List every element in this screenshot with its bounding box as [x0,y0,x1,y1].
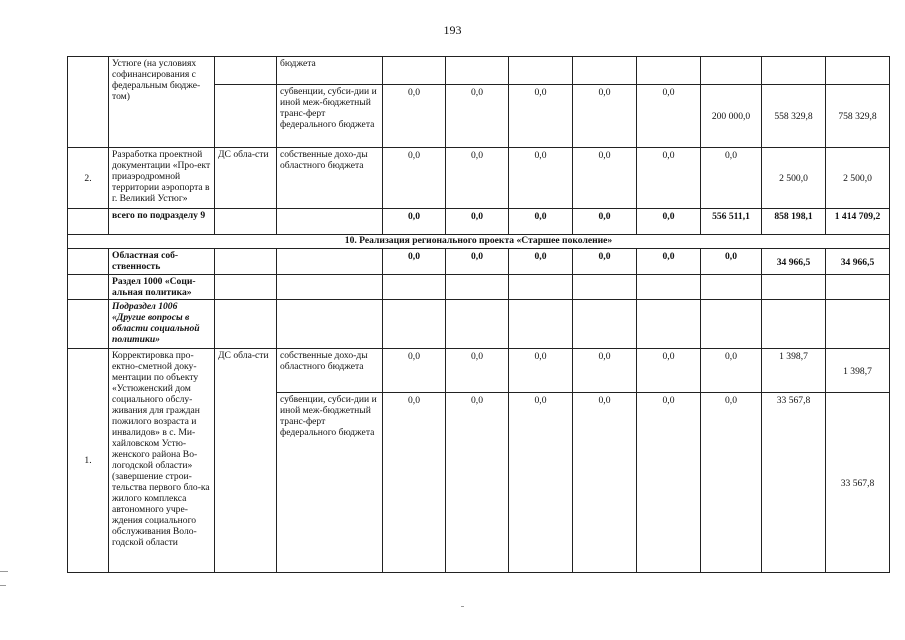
executor-cell: ДС обла-сти [215,349,277,573]
value-cell: 34 966,5 [762,249,826,275]
value-cell: 34 966,5 [826,249,890,275]
value-cell: 0,0 [383,393,446,573]
row-name: Устюге (на условиях софинансирования с федеральным бюдже-том) [109,57,215,148]
source-cell: субвенции, субси-дии и иной меж-бюджетный транс-ферт федерального бюджета [277,393,383,573]
value-cell: 0,0 [383,209,446,235]
value-cell: 0,0 [446,85,509,148]
value-cell: 1 398,7 [826,349,890,393]
value-cell: 2 500,0 [826,148,890,209]
table-row [68,209,890,235]
value-cell: 0,0 [701,349,762,393]
value-cell: 0,0 [701,249,762,275]
value-cell: 0,0 [637,209,701,235]
value-cell: 0,0 [446,148,509,209]
value-cell: 33 567,8 [826,393,890,573]
row-name: Подраздел 1006 «Другие вопросы в области социальной политики» [109,300,215,349]
scan-mark [0,571,8,572]
value-cell: 0,0 [509,85,573,148]
value-cell: 0,0 [701,148,762,209]
value-cell: 0,0 [383,349,446,393]
value-cell: 0,0 [509,148,573,209]
row-name: Раздел 1000 «Соци-альная политика» [109,275,215,300]
page-number: 193 [443,23,462,37]
value-cell: 558 329,8 [762,85,826,148]
value-cell: 0,0 [383,148,446,209]
value-cell: 1 398,7 [762,349,826,393]
value-cell: 0,0 [446,349,509,393]
executor-cell: ДС обла-сти [215,148,277,209]
value-cell: 556 511,1 [701,209,762,235]
table-row [68,148,890,209]
value-cell: 0,0 [637,148,701,209]
row-name: всего по подразделу 9 [109,209,215,235]
value-cell: 0,0 [637,249,701,275]
value-cell: 758 329,8 [826,85,890,148]
value-cell: 0,0 [701,393,762,573]
row-name: Областная соб-ственность [109,249,215,275]
value-cell: 0,0 [573,393,637,573]
row-number: 1. [68,349,109,573]
value-cell: 200 000,0 [701,85,762,148]
value-cell: 0,0 [383,249,446,275]
table-row [68,275,890,300]
value-cell: 0,0 [573,209,637,235]
budget-table [67,56,890,573]
value-cell: 0,0 [637,85,701,148]
value-cell: 0,0 [573,249,637,275]
value-cell: 0,0 [573,85,637,148]
value-cell: 0,0 [573,148,637,209]
value-cell: 1 414 709,2 [826,209,890,235]
source-cell: собственные дохо-ды областного бюджета [277,148,383,209]
value-cell: 0,0 [446,249,509,275]
table-row [68,349,890,393]
row-name: Разработка проектной документации «Про-ект приаэродромной территории аэропорта в г. Великий Устюг» [109,148,215,209]
source-cell: бюджета [277,57,383,85]
value-cell: 0,0 [509,209,573,235]
value-cell: 0,0 [637,393,701,573]
table-row [68,57,890,85]
section-row [68,235,890,249]
value-cell: 0,0 [637,349,701,393]
scan-mark [0,585,6,586]
scan-mark [461,606,464,607]
source-cell: собственные дохо-ды областного бюджета [277,349,383,393]
table-row [68,249,890,275]
value-cell: 0,0 [446,393,509,573]
value-cell: 858 198,1 [762,209,826,235]
value-cell: 33 567,8 [762,393,826,573]
table-row [68,300,890,349]
value-cell: 0,0 [509,349,573,393]
value-cell: 0,0 [383,85,446,148]
source-cell: субвенции, субси-дии и иной меж-бюджетный транс-ферт федерального бюджета [277,85,383,148]
row-number: 2. [68,148,109,209]
value-cell: 0,0 [509,393,573,573]
value-cell: 2 500,0 [762,148,826,209]
value-cell: 0,0 [446,209,509,235]
section-title: 10. Реализация регионального проекта «Старшее поколение» [68,235,890,249]
value-cell: 0,0 [573,349,637,393]
value-cell: 0,0 [509,249,573,275]
row-name: Корректировка про-ектно-сметной доку-ментации по объекту «Устюженский дом социального обслу-живания для граждан пожилого возраста и инвалидов» в с. Ми-хайловском Устю-женского района Во-логодской области» (завершение строи-тельства первого бло-ка жилого комплекса автономного учре-ждения социального обслуживания Воло-годской области [109,349,215,573]
